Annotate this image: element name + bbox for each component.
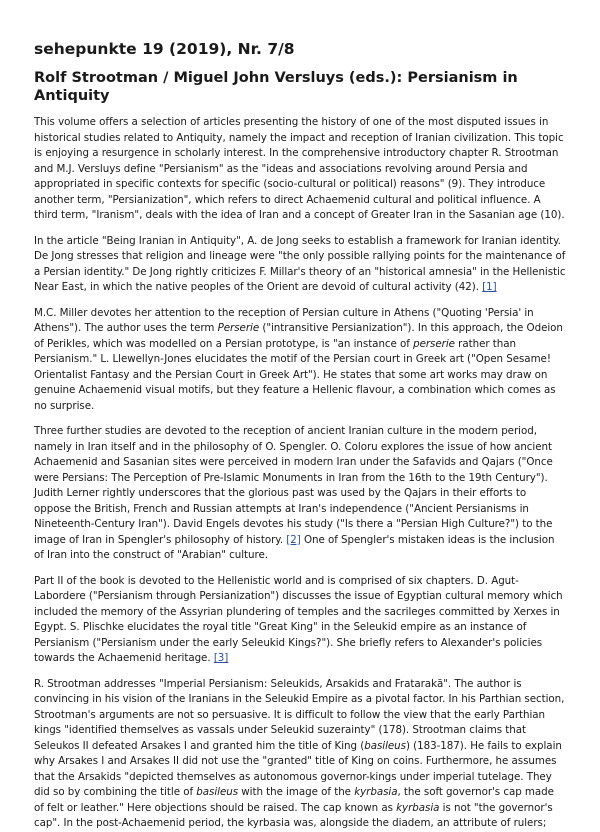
paragraph-2: In the article "Being Iranian in Antiquity", A. de Jong seeks to establish a framework for Iranian identity. De Jong stresses that religion and lineage were "the only possible rallying points for the maintenance of a Persian identity." De Jong rightly criticizes F. Millar's theory of an "historical amnesia" in the Hellenistic Near East, in which the native peoples of the Orient are devoid of cultural activity (42). [1] — [34, 234, 566, 293]
paragraph-4: Three further studies are devoted to the reception of ancient Iranian culture in the modern period, namely in Iran itself and in the philosophy of O. Spengler. O. Coloru explores the issue of how ancient Achaemenid and Sasanian sites were perceived in modern Iran under the Safavids and Qajars ("Once were Persians: The Perception of Pre-Islamic Monuments in Iran from the 16th to the 19th Century"). Judith Lerner rightly underscores that the glorious past was used by the Qajars in their efforts to oppose the British, French and Russian attempts at Iran's independence ("Ancient Persianisms in Nineteenth-Century Iran"). David Engels devotes his study ("Is there a "Persian High Culture?") to the image of Iran in Spengler's philosophy of history. [2] One of Spengler's mistaken ideas is the inclusion of Iran into the construct of "Arabian" culture. — [34, 425, 555, 561]
footnote-link-3[interactable]: [3] — [213, 652, 229, 664]
paragraph-1: This volume offers a selection of articles presenting the history of one of the most disputed issues in historical studies related to Antiquity, namely the impact and reception of Iranian civilization. This topic is enjoying a resurgence in scholarly interest. In the comprehensive introductory chapter R. Strootman and M.J. Versluys define "Persianism" as the "ideas and associations revolving around Persia and appropriated in specific contexts for specific (socio-cultural or political) reasons" (9). They introduce another term, "Persianization", which refers to direct Achaemenid cultural and political influence. A third term, "Iranism", deals with the idea of Iran and a concept of Greater Iran in the Sasanian age (10). — [34, 116, 565, 221]
paragraph-6: R. Strootman addresses "Imperial Persianism: Seleukids, Arsakids and Fratarakā". The author is convincing in his vision of the Iranians in the Seleukid Empire as a pivotal factor. In his Parthian section, Strootman's arguments are not so persuasive. It is difficult to follow the view that the early Parthian kings "identified themselves as vassals under Seleukid suzerainty" (178). Strootman claims that Seleukos II defeated Arsakes I and granted him the title of King (basileus) (183-187). He fails to explain why Arsakes I and Arsakes II did not use the "granted" title of King on coins. Furthermore, he assumes that the Arsakids "depicted themselves as autonomous governor-kings under imperial tutelage. They did so by combining the title of basileus with the image of the kyrbasia, the soft governor's cap made of felt or leather." Here objections should be raised. The cap known as kyrbasia is not "the governor's cap". In the post-Achaemenid period, the kyrbasia was, alongside the diadem, an attribute of rulers; — [34, 677, 565, 829]
paragraph-5: Part II of the book is devoted to the Hellenistic world and is comprised of six chapters. D. Agut-Labordere ("Persianism through Persianization") discusses the issue of Egyptian cultural memory which included the memory of the Assyrian plundering of temples and the sacrileges committed by Xerxes in Egypt. S. Plischke elucidates the royal title "Great King" in the Seleukid empire as an instance of Persianism ("Persianism under the early Seleukid Kings?"). She briefly refers to Alexander's policies towards the Achaemenid heritage. [3] — [34, 574, 563, 664]
paragraph-3: M.C. Miller devotes her attention to the reception of Persian culture in Athens ("Quoting 'Persia' in Athens"). The author uses the term Perserie ("intransitive Persianization"). In this approach, the Odeion of Perikles, which was modelled on a Persian prototype, is "an instance of perserie rather than Persianism." L. Llewellyn-Jones elucidates the motif of the Persian court in Greek art ("Open Sesame! Orientalist Fantasy and the Persian Court in Greek Art"). He states that some art works may draw on genuine Achaemenid visual motifs, but they feature a Hellenic flavour, a combination which comes as no surprise. — [34, 306, 563, 412]
footnote-link-1[interactable]: [1] — [482, 281, 497, 293]
footnote-link-2[interactable]: [2] — [286, 533, 301, 546]
review-title: Rolf Strootman / Miguel John Versluys (eds.): Persianism in Antiquity — [34, 70, 518, 104]
journal-citation: sehepunkte 19 (2019), Nr. 7/8 — [34, 40, 295, 58]
